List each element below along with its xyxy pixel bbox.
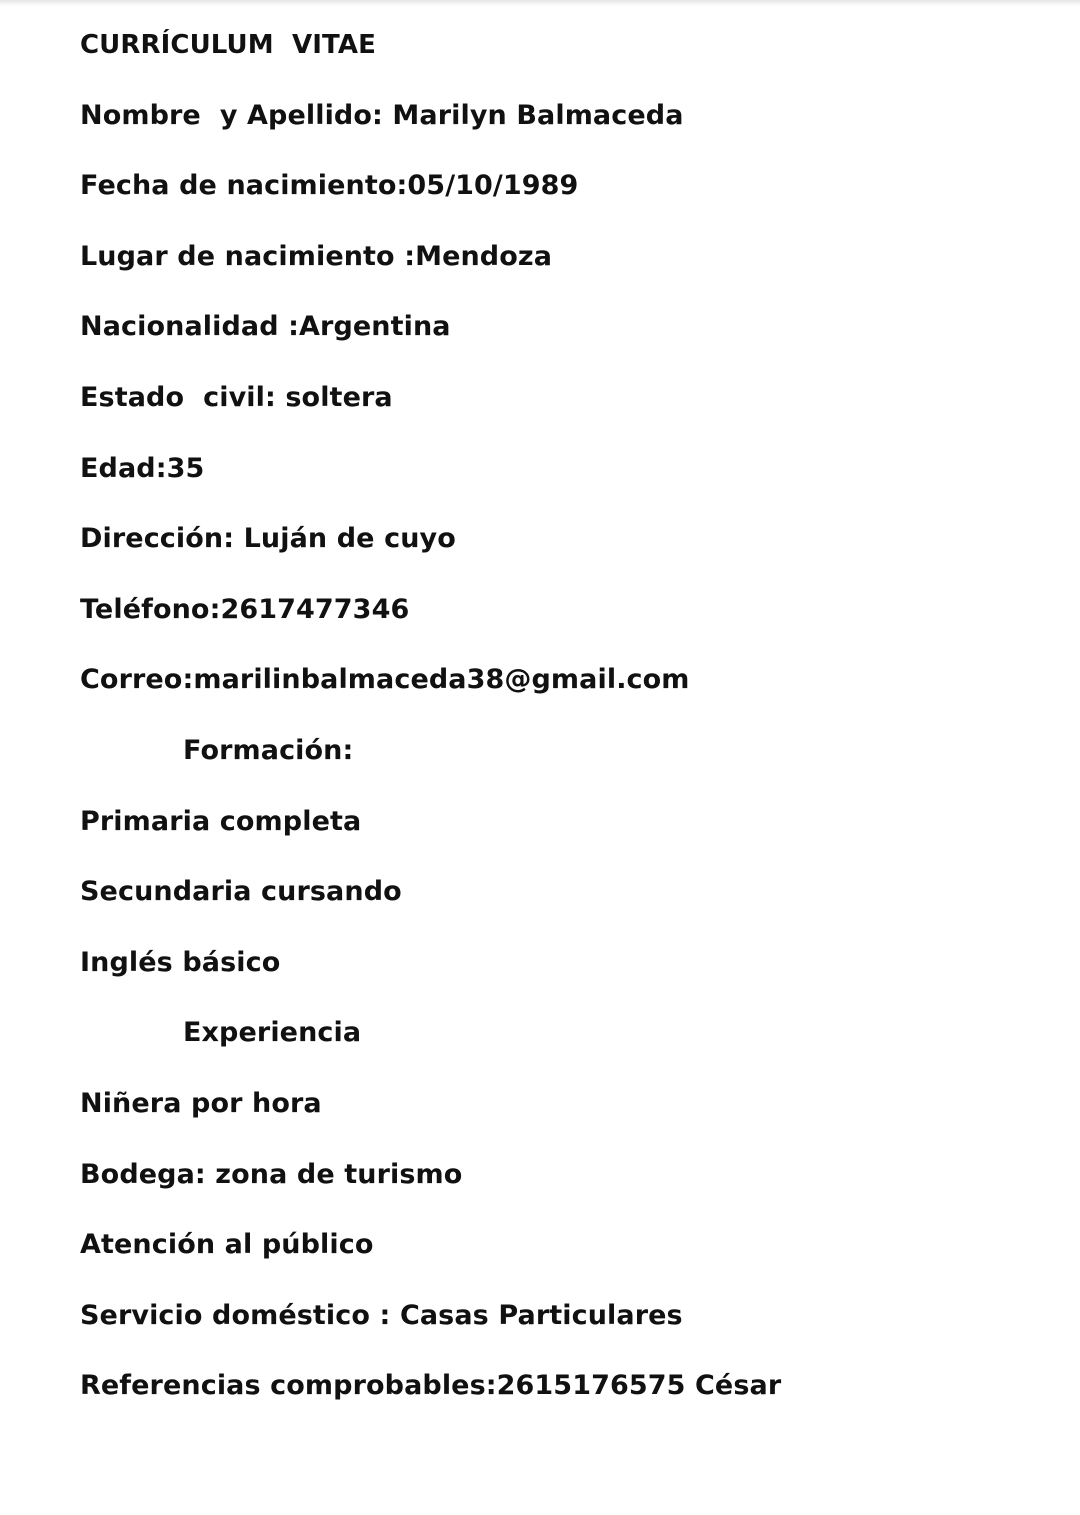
document-title: CURRÍCULUM VITAE: [80, 30, 376, 60]
address-line: Dirección: Luján de cuyo: [80, 523, 456, 555]
experience-item: Niñera por hora: [80, 1087, 322, 1119]
civil-status-line: Estado civil: soltera: [80, 381, 393, 413]
phone-line: Teléfono:2617477346: [80, 593, 410, 625]
education-item: Inglés básico: [80, 946, 281, 978]
education-item: Primaria completa: [80, 805, 362, 837]
name-line: Nombre y Apellido: Marilyn Balmaceda: [80, 99, 684, 131]
email-line: Correo:marilinbalmaceda38@gmail.com: [80, 664, 690, 696]
education-heading: Formación:: [183, 734, 354, 766]
age-line: Edad:35: [80, 452, 205, 484]
birth-date-line: Fecha de nacimiento:05/10/1989: [80, 170, 579, 202]
experience-heading: Experiencia: [183, 1017, 362, 1049]
references-line: Referencias comprobables:2615176575 César: [80, 1370, 782, 1402]
cv-document: [80, 28, 1040, 1440]
experience-item: Atención al público: [80, 1229, 374, 1261]
education-item: Secundaria cursando: [80, 876, 402, 908]
experience-item: Servicio doméstico : Casas Particulares: [80, 1299, 683, 1331]
birth-place-line: Lugar de nacimiento :Mendoza: [80, 240, 553, 272]
page-top-edge: [0, 0, 1080, 6]
nationality-line: Nacionalidad :Argentina: [80, 311, 451, 343]
experience-item: Bodega: zona de turismo: [80, 1158, 463, 1190]
